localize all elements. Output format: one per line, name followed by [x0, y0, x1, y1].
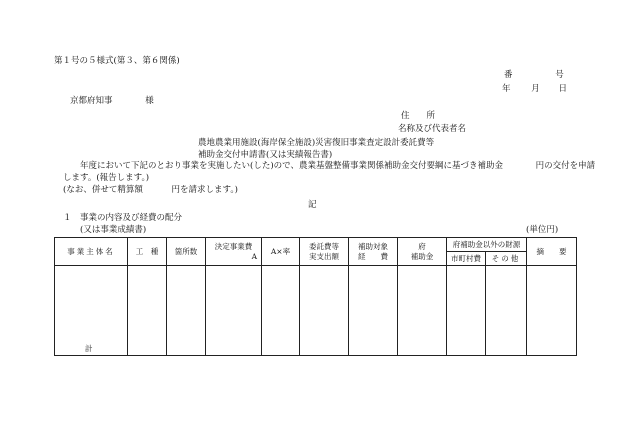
- body-line-3-b: 円を請求します。): [171, 185, 238, 195]
- header-count: 箇所数: [167, 238, 206, 266]
- body-line-1: [80, 161, 595, 172]
- name-label: 名称及び代表者名: [398, 124, 467, 134]
- cell-municipal: [447, 266, 486, 356]
- title-line-1: 農地農業用施設(海岸保全施設)災害復旧事業査定設計委託費等: [198, 138, 435, 148]
- header-decided-cost: 決定事業費 A: [206, 238, 262, 266]
- header-eligible-cost: 補助対象 経 費: [349, 238, 398, 266]
- header-rate: A×率: [262, 238, 300, 266]
- header-pref-subsidy: 府 補助金: [398, 238, 447, 266]
- date-day: 日: [558, 84, 567, 94]
- cell-eligible-cost: [349, 266, 398, 356]
- expense-table: [54, 237, 577, 356]
- body-line-1-a: 年度において下記のとおり事業を実施したい(した)ので、農業基盤整備事業関係補助金交付要綱に基づき補助金: [80, 161, 503, 171]
- header-municipal: 市町村費: [447, 252, 486, 266]
- date-month: 月: [531, 84, 540, 94]
- section-1-heading: １ 事業の内容及び経費の配分: [63, 213, 183, 223]
- address-label: 住 所: [401, 111, 436, 121]
- cell-count: [167, 266, 206, 356]
- section-1-subheading: (又は事業成績書): [80, 225, 147, 235]
- date-year: 年: [502, 84, 511, 94]
- addressee-name: 京都府知事: [70, 96, 113, 106]
- number-label: [504, 70, 564, 81]
- header-other: その他: [486, 252, 527, 266]
- number-label-b: 号: [555, 70, 564, 80]
- cell-pref-subsidy: [398, 266, 447, 356]
- title-line-2: 補助金交付申請書(又は実績報告書): [198, 150, 333, 160]
- cell-rate: [262, 266, 300, 356]
- cell-commission: [300, 266, 349, 356]
- header-work-type: 工 種: [128, 238, 167, 266]
- addressee: [70, 96, 154, 107]
- addressee-honorific: 様: [145, 96, 154, 106]
- header-entity: 事業主体名: [55, 238, 128, 266]
- body-line-3-a: (なお、併せて精算額: [63, 185, 143, 195]
- header-remarks: 摘 要: [527, 238, 577, 266]
- header-commission: 委託費等 実支出額: [300, 238, 349, 266]
- cell-remarks: [527, 266, 577, 356]
- style-reference: 第１号の５様式(第３、第６関係): [54, 56, 180, 66]
- ki-label: 記: [308, 200, 317, 210]
- cell-work-type: [128, 266, 167, 356]
- number-label-a: 番: [504, 70, 513, 80]
- body-line-3: [63, 185, 238, 196]
- unit-label: (単位円): [526, 225, 559, 235]
- cell-decided-cost: [206, 266, 262, 356]
- body-line-2: します。(報告します。): [63, 173, 150, 183]
- date-line: [502, 84, 567, 95]
- body-line-1-b: 円の交付を申請: [535, 161, 596, 171]
- cell-other: [486, 266, 527, 356]
- cell-entity-total: 計: [55, 266, 128, 356]
- header-other-source: 府補助金以外の財源: [447, 238, 527, 252]
